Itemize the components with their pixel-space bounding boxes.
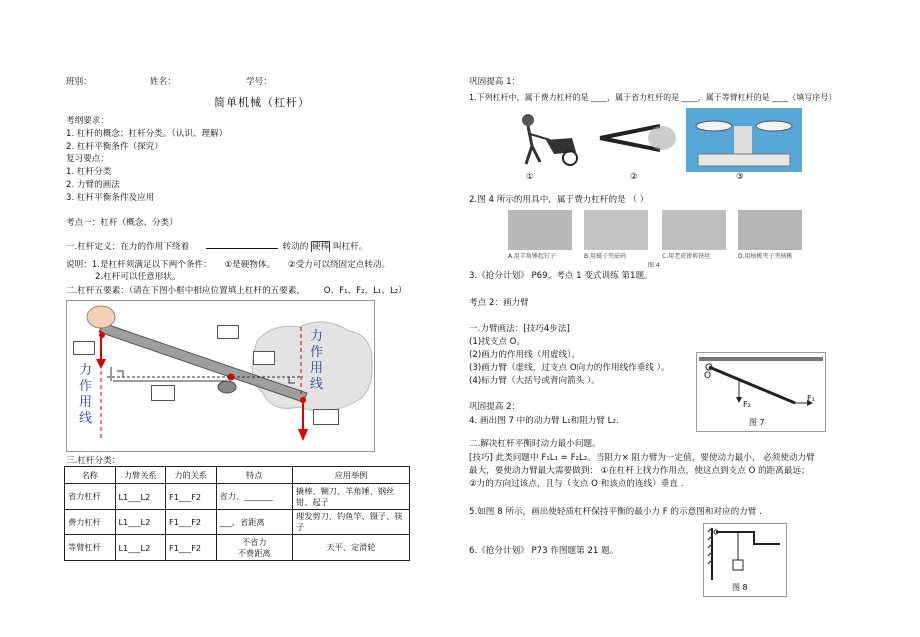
tip-line: 最大，要使动力臂最大需要做到： ①在杠杆上找力作用点，使这点到支点 O 的距离最远； <box>469 466 810 476</box>
five-elements-text: 二.杠杆五要素：（请在下图小框中相应位置填上杠杆的五要素， <box>66 286 306 296</box>
table-cell[interactable]: ___，省距离 <box>216 510 293 535</box>
table-row <box>65 510 410 535</box>
point2-heading: 考点 2：画力臂 <box>469 298 529 308</box>
table-cell[interactable]: 省力、_______ <box>216 484 293 510</box>
table-header: 特点 <box>216 467 293 484</box>
table-cell: 等臂杠杆 <box>65 535 116 561</box>
lever-examples-illustration <box>510 108 810 184</box>
option-c-label: C.用老虎钳剪铁丝 <box>662 253 711 260</box>
lever-figure <box>66 300 375 452</box>
option-a-photo <box>508 210 572 250</box>
question-1-images <box>510 108 810 184</box>
figure-7-caption: 图 7 <box>749 418 765 427</box>
note-2: 2.杠杆可以任意形状。 <box>95 272 181 282</box>
table-cell: 不省力 不费距离 <box>216 535 293 561</box>
tip-line: [技巧] 此类问题中 F₁L₁ = F₂L₂。当阻力× 阻力臂为一定值，要使动力最小， 必须使动力臂 <box>469 453 815 463</box>
method-step: (2)画力的作用线（用虚线）。 <box>469 350 580 360</box>
method-step: (4)标力臂（大括号或背向箭头 ）。 <box>469 376 600 386</box>
review-heading: 复习要点： <box>66 154 109 164</box>
class-label: 班别： <box>66 77 92 87</box>
lever-classification-table <box>64 466 410 561</box>
requirement-item: 1. 杠杆的概念；杠杆分类。（认识、理解） <box>66 129 228 139</box>
method-heading: 一.力臂画法：[技巧4步法] <box>469 324 570 334</box>
table-row <box>65 535 410 561</box>
part-2-heading: 二.解决杠杆平衡时动力最小问题。 <box>469 439 601 449</box>
table-header-row <box>65 467 410 484</box>
method-step: (3)画力臂（虚线，过支点 O向力的作用线作垂线 ）。 <box>469 363 670 373</box>
force-f1-label: F₁ <box>807 394 815 403</box>
option-b-photo <box>584 210 648 250</box>
page-title: 简单机械（杠杆） <box>214 96 310 109</box>
review-item: 2. 力臂的画法 <box>66 180 120 190</box>
fulcrum-label: O <box>704 371 712 381</box>
review-item: 3. 杠杆平衡条件及应用 <box>66 193 155 203</box>
option-b-label: B.用镊子夹砝码 <box>584 253 627 260</box>
method-step: (1)找支点 O。 <box>469 337 526 347</box>
option-d-label: D.用核桃夹子夹核桃 <box>738 253 793 260</box>
classification-heading: 三.杠杆分类： <box>66 456 121 466</box>
five-elements-line <box>66 286 407 297</box>
table-cell[interactable]: L1___L2 <box>115 535 166 561</box>
tip-line: ②力的方向过该点，且与（支点 O 和该点的连线）垂直 . <box>469 479 684 489</box>
definition-part-c: 叫杠杆。 <box>332 242 368 252</box>
table-cell: 费力杠杆 <box>65 510 116 535</box>
question-3: 3.《抢分计划》 P69，考点 1 变式训练 第1题。 <box>469 271 653 281</box>
answer-box[interactable] <box>151 385 175 401</box>
question-2-images <box>508 210 804 268</box>
definition-part-a: 一.杠杆定义：在力的作用下绕着 <box>66 242 190 252</box>
q1-label: ③ <box>736 172 744 182</box>
table-cell[interactable]: F1___F2 <box>166 484 217 510</box>
consolidate-1-heading: 巩固提高 1： <box>469 77 521 87</box>
table-cell: 撬棒、铡刀、羊角锤、钢丝钳、起子 <box>293 484 410 510</box>
name-label: 姓名： <box>150 77 176 87</box>
note-1-condition-a: ①是硬物体。 <box>224 260 276 270</box>
student-id-label: 学号： <box>246 77 272 87</box>
answer-box[interactable] <box>73 341 95 355</box>
table-cell: 天平、定滑轮 <box>293 535 410 561</box>
table-cell[interactable]: L1___L2 <box>115 484 166 510</box>
answer-box[interactable] <box>217 325 239 339</box>
requirements-heading: 考纲要求： <box>66 116 109 126</box>
option-a-label: A.用羊角锤起钉子 <box>508 253 556 260</box>
question-5: 5.如图 8 所示，画出使轻质杠杆保持平衡的最小力 F 的示意图和对应的力臂 . <box>469 507 762 517</box>
option-c-photo <box>662 210 726 250</box>
five-elements-symbols: O、F₁、F₂，L₁、L₂） <box>323 286 407 296</box>
definition-keyword: 硬棒 <box>312 242 330 252</box>
note-1-condition-b: ②受力可以绕固定点转动。 <box>287 260 391 270</box>
note-1-text: 说明：1.是杠杆须满足以下两个条件： <box>66 260 212 270</box>
answer-box[interactable] <box>313 409 339 425</box>
figure-8 <box>703 523 787 597</box>
note-1 <box>66 260 390 271</box>
table-row <box>65 484 410 510</box>
table-cell: 省力杠杆 <box>65 484 116 510</box>
table-cell[interactable]: F1___F2 <box>166 535 217 561</box>
table-cell: 理发剪刀、钓鱼竿、镊子、筷子 <box>293 510 410 535</box>
definition-part-b: 转动的 <box>282 242 309 252</box>
force-f2-label: F₂ <box>743 400 751 409</box>
figure-8-caption: 图 8 <box>732 583 748 592</box>
table-header: 名称 <box>65 467 116 484</box>
q1-label: ① <box>526 172 534 182</box>
table-cell[interactable]: F1___F2 <box>166 510 217 535</box>
table-header: 力臂关系 <box>115 467 166 484</box>
question-1: 1.下列杠杆中，属于费力杠杆的是 ____，属于省力杠杆的是 ____，属于等臂杠杆的是 ____（填写序号） <box>469 93 837 102</box>
question-4: 4. 画出图 7 中的动力臂 L₁和阻力臂 L₂. <box>469 416 619 426</box>
lever-illustration <box>67 301 374 451</box>
table-header: 应用举例 <box>293 467 410 484</box>
q1-label: ② <box>630 172 638 182</box>
point1-heading: 考点一：杠杆（概念、分类） <box>66 218 178 228</box>
force-line-label-left: 力作用线 <box>79 363 93 426</box>
review-item: 1. 杠杆分类 <box>66 167 112 177</box>
answer-box[interactable] <box>253 351 275 365</box>
table-header: 力的关系 <box>166 467 217 484</box>
consolidate-2-heading: 巩固提高 2： <box>469 402 521 412</box>
table-cell[interactable]: L1___L2 <box>115 510 166 535</box>
figure-7 <box>696 352 826 432</box>
option-d-photo <box>738 210 802 250</box>
figure-4-caption: 图 4 <box>648 262 660 269</box>
requirement-item: 2. 杠杆平衡条件（探究） <box>66 142 163 152</box>
definition-blank[interactable] <box>206 240 278 249</box>
question-2: 2.图 4 所示的用具中，属于费力杠杆的是 （ ） <box>469 195 649 205</box>
lever-definition <box>66 240 367 253</box>
force-line-label-right: 力作用线 <box>310 329 324 392</box>
question-6: 6.《抢分计划》 P73 作图题第 21 题。 <box>469 546 619 556</box>
